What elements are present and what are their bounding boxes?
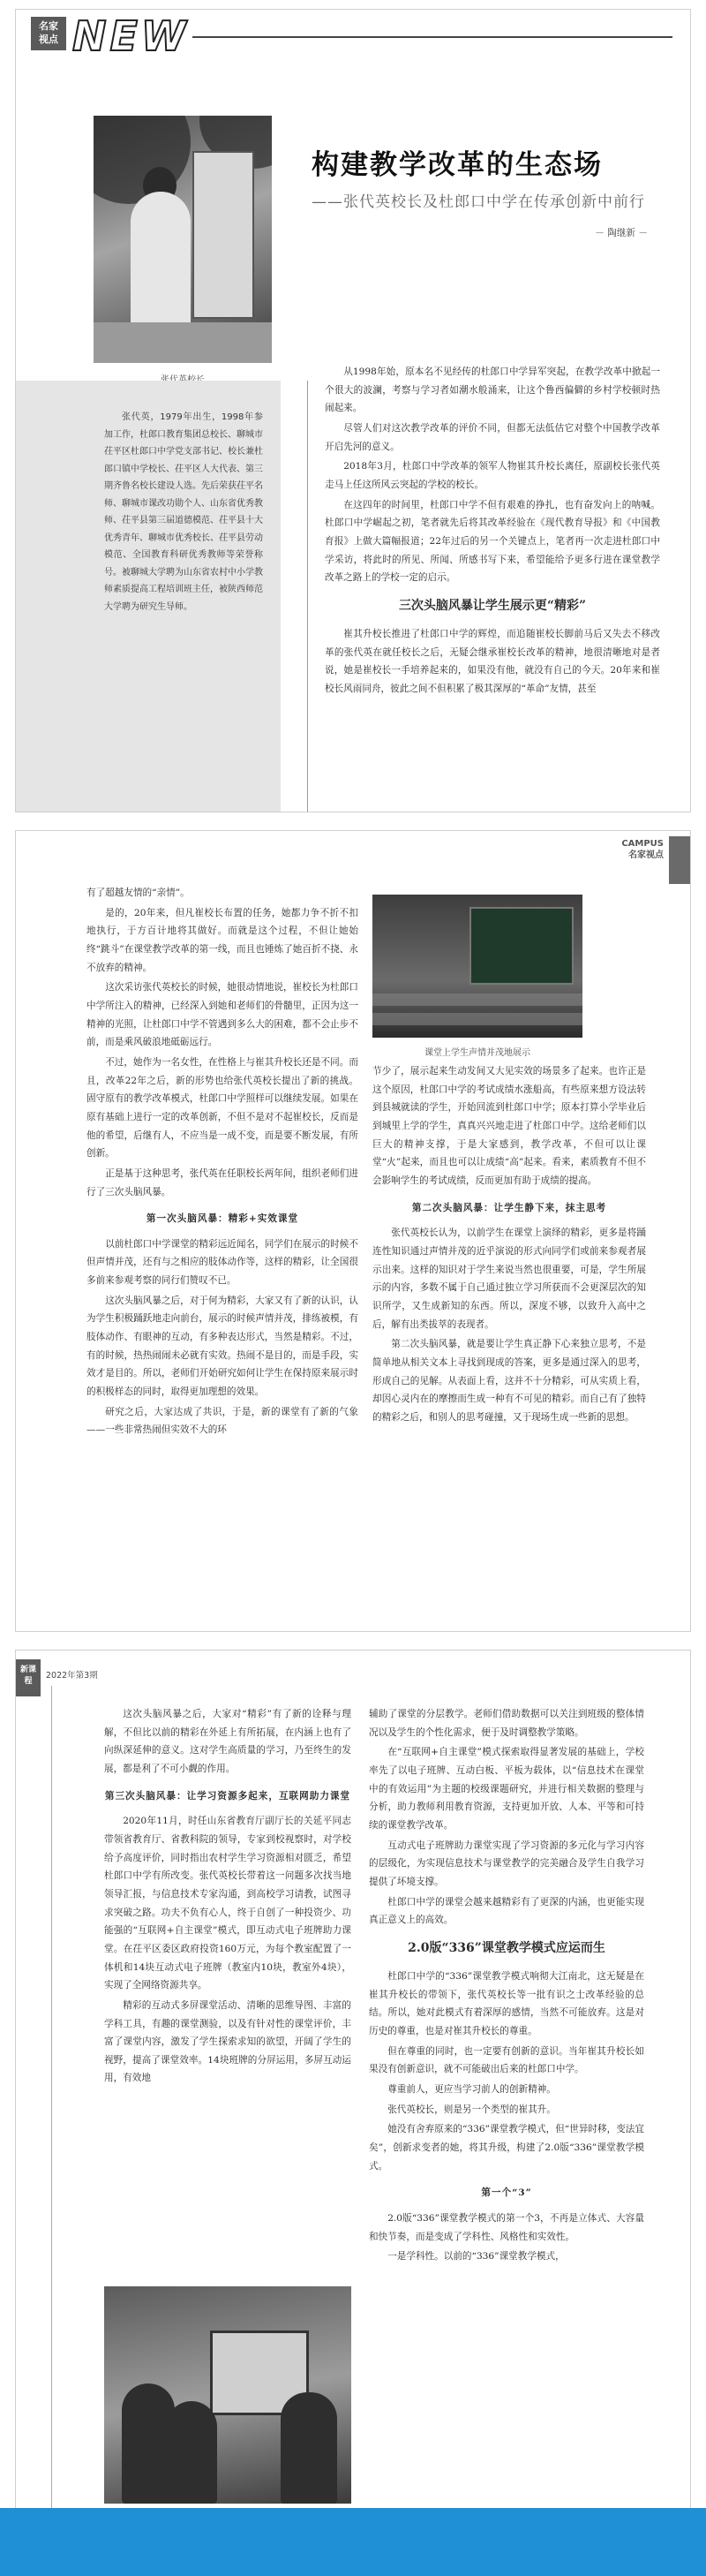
paragraph: 在“互联网+自主课堂”模式探索取得显著发展的基础上，学校率先了以电子班牌、互动白板、平板为载体，以“信息技术在课堂中的有效运用”为主题的校级课题研究，并进行相关数据的整理与分析，助力教师利用教育资源，支持更加开放、人本、平等和可持续的课堂教学改革。 <box>369 1747 644 1831</box>
campus-label: CAMPUS <box>621 839 664 849</box>
paragraph: 这次头脑风暴之后，大家对“精彩”有了新的诠释与理解，不但比以前的精彩在外延上有所拓展，在内涵上也有了向纵深延伸的意义。这对学生高质量的学习，乃至终生的发展，都是利了不可小觑的作用。 <box>104 1709 351 1774</box>
principal-photo <box>94 116 272 363</box>
paragraph: 不过，她作为一名女性，在性格上与崔其升校长还是不同。而且，改革22年之后，新的形势也给张代英校长提出了新的挑战。固守原有的教学改革模式，杜郎口中学照样可以继续发展。如果在原有基础上进行一定的改革创新，不但不是对不起崔校长，反而是他的希望，后继有人，不应当是一成不变，而是要不断发展，有所创新。 <box>86 1056 358 1160</box>
right-column <box>372 1062 646 1428</box>
section-heading: 第一个“3” <box>481 2187 532 2199</box>
section-heading: 第二次头脑风暴：让学生静下来，抹主思考 <box>411 1202 607 1213</box>
section-heading: 第一次头脑风暴：精彩+实效课堂 <box>146 1213 299 1225</box>
margin-rule <box>51 1686 52 2512</box>
section-heading: 三次头脑风暴让学生展示更“精彩” <box>398 598 587 613</box>
section-heading: 2.0版“336”课堂教学模式应运而生 <box>408 1940 605 1955</box>
paragraph: 这次头脑风暴之后，对于何为精彩，大家又有了新的认识，认为学生积极踊跃地走向前台，展示的时候声情并茂，排练被模，有肢体动作、有眼神的互动，有多种表达形式，当然是精彩。不过，有的时候，热热闹闹未必就有实效。热闹不是目的，而是手段，实效才是目的。所以，老师们开始研究如何让学生在保持原来展示时的积极样态的同时，取得更加理想的效果。 <box>86 1295 358 1398</box>
paragraph: 研究之后，大家达成了共识，于是，新的课堂有了新的气象——一些非常热闹但实效不大的环 <box>86 1406 358 1436</box>
paragraph: 2.0版“336”课堂教学模式的第一个3，不再是立体式、大容量和快节奏，而是变成了学科性、风格性和实效性。 <box>369 2213 644 2242</box>
paragraph: 张代英校长，则是另一个类型的崔其升。 <box>387 2104 556 2115</box>
classroom-photo <box>104 2286 351 2504</box>
paragraph: 尽管人们对这次教学改革的评价不同，但都无法低估它对整个中国教学改革开启先河的意义。 <box>325 422 660 452</box>
paragraph: 在这四年的时间里，杜郎口中学不但有艰难的挣扎，也有奋发向上的呐喊。杜郎口中学崛起之初，笔者就先后将其改革经验在《现代教育导报》和《中国教育报》上做大篇幅报道；22年过后的另一个关键点上，笔者再一次走进杜郎口中学采访，将此时的所见、所闻、所感书写下来，希望能给予更多行进在课堂教学改革之路上的学校一定的启示。 <box>325 499 660 584</box>
paragraph: 一是学科性。以前的“336”课堂教学模式， <box>387 2251 565 2262</box>
side-tag: 新课 程 <box>16 1659 41 1696</box>
paragraph: 尊重前人，更应当学习前人的创新精神。 <box>387 2084 556 2096</box>
paragraph: 精彩的互动式多屏课堂活动、清晰的思维导图、丰富的学科工具，有趣的课堂测验，以及有针对性的课堂评价，丰富了课堂内容，激发了学生探索求知的欲望，开阔了学生的视野，提高了课堂效率。14块班牌的分屏运用，多屏互动运用，有效地 <box>104 1999 351 2084</box>
bottom-bar <box>0 2508 706 2576</box>
paragraph: 以前杜郎口中学课堂的精彩远近闻名，同学们在展示的时候不但声情并茂，还有与之相应的肢体动作等，这样的精彩，让全国很多前来参观考察的同行们赞叹不已。 <box>86 1238 358 1287</box>
column-tag: 名家 视点 <box>31 17 66 50</box>
paragraph: 这次采访张代英校长的时候，她很动情地说，崔校长为杜郎口中学所注入的精神，已经深入到她和老师们的骨髓里，正因为这一精神的光照，让杜郎口中学不管遇到多么大的困难，都不会止步不前，而是乘风破浪地砥砺远行。 <box>86 982 358 1048</box>
paragraph: 2018年3月，杜郎口中学改革的领军人物崔其升校长离任，原副校长张代英走马上任这所风云突起的学校的校长。 <box>325 461 660 490</box>
paragraph: 有了超越友情的“亲情”。 <box>86 888 190 898</box>
paragraph: 节少了，展示起来生动发间又大见实效的场景多了起来。也许正是这个原因，杜郎口中学的考试成绩水涨船高，有些原来想方设法转到县城就读的学生，开始回流到杜郎口中学；原本打算小学毕业后到城里上学的学生，真真兴兴地走进了杜郎口中学。这给老师们以巨大的精神支撑，于是大家感到，教学改革，不但可以让课堂“火”起来，而且也可以让成绩“高”起来。看来，素质教育不但不会影响学生的考试成绩，反而更加有助于成绩的提高。 <box>372 1066 646 1186</box>
article-subtitle: ——张代英校长及杜郎口中学在传承创新中前行 <box>312 193 645 211</box>
header-rule <box>192 36 672 38</box>
magazine-page-2 <box>15 830 691 1632</box>
article-title: 构建教学改革的生态场 <box>312 149 603 181</box>
classroom-photo <box>372 895 582 1038</box>
paragraph: 2020年11月，时任山东省教育厅副厅长的关延平同志带领省教育厅、省教科院的领导，专家到校视察时，对学校给予高度评价，同时指出农村学生学习资源相对匮乏，希望杜郎口中学有所改变。张代英校长带着这一问题多次找当地领导汇报，与信息技术专家沟通，到高校学习请教，试图寻求突破之路。功夫不负有心人，终于自创了一种投资少、功能强的“互联网+自主课堂”模式，即互动式电子班牌助力课堂。在茌平区委区政府投资160万元，为每个教室配置了一体机和14块互动式电子班牌（教室内10块，教室外4块），实现了全网络资源共享。 <box>104 1816 351 1991</box>
campus-tag <box>621 838 664 861</box>
paragraph: 但在尊重的同时，也一定要有创新的意识。当年崔其升校长如果没有创新意识，就不可能破出后来的杜郎口中学。 <box>369 2045 644 2075</box>
column-tag: 名家视点 <box>628 850 664 860</box>
paragraph: 辅助了课堂的分层教学。老师们借助数据可以关注到班级的整体情况以及学生的个性化需求，便于及时调整教学策略。 <box>369 1709 644 1738</box>
new-logo: NEW <box>72 12 190 60</box>
left-column <box>104 1705 351 2089</box>
paragraph: 崔其升校长推进了杜郎口中学的辉煌，而追随崔校长脚前马后又失去不移改革的张代英在就任校长之后，无疑会继承崔校长改革的精神，地很清晰地对是者说，她是崔校长一手培养起来的，如果没有他，就没有自己的今天。20年来和崔校长风雨同舟，彼此之间不但积累了极其深厚的“革命”友情，甚至 <box>325 629 660 695</box>
section-heading: 第三次头脑风暴：让学习资源多起来，互联网助力课堂 <box>104 1790 351 1802</box>
paragraph: 杜郎口中学的课堂会越来越精彩有了更深的内涵，也更能实现真正意义上的高效。 <box>369 1896 644 1926</box>
author-byline: － 陶继新 － <box>595 228 648 238</box>
paragraph: 第二次头脑风暴，就是要让学生真正静下心来独立思考，不是简单地从相关文本上寻找到现成的答案，更多是通过深入的思考，形成自己的见解。从表面上看，这并不十分精彩，可从实质上看，却因心灵内在的摩擦而生成一种有不可见的精彩。而自己有了独特的精彩之后，和别人的思考碰撞，又于现场生成一些新的思想。 <box>372 1339 646 1423</box>
paragraph: 从1998年始，原本名不见经传的杜郎口中学异军突起，在教学改革中掀起一个很大的波澜，考察与学习者如潮水般涌来，让这个鲁西偏僻的乡村学校顿时热闹起来。 <box>325 366 660 414</box>
issue-label: 2022年第3期 <box>46 1671 98 1681</box>
column-divider <box>307 381 308 812</box>
right-column <box>369 1705 644 2268</box>
left-column <box>86 884 358 1441</box>
bio-box <box>16 381 281 812</box>
photo-caption: 课堂上学生声情并茂地展示 <box>424 1048 530 1058</box>
magazine-page-3 <box>15 1650 691 2543</box>
paragraph: 杜郎口中学的“336”课堂教学模式响彻大江南北，这无疑是在崔其升校长的带领下，张代英校长等一批有识之士改革经验的总结。所以，她对此模式有着深厚的感情，当然不可能放弃。这是对历史的尊重，也是对崔其升校长的尊重。 <box>369 1971 644 2037</box>
paragraph: 张代英校长认为，以前学生在课堂上演绎的精彩，更多是将踊连性知识通过声情并茂的近乎演说的形式向同学们或前来参观者展示出来。这样的知识对于学生来说当然也很重要，可是，学生所展示的内容，多数不属于自己通过独立学习所获而不会更深层次的知识所学，又生成新知的东西。所以，深度不够，以致升入高中之后，解有出类拔萃的表现者。 <box>372 1228 646 1330</box>
campus-bar <box>669 836 690 884</box>
article-column <box>325 363 660 700</box>
paragraph: 是的，20年来，但凡崔校长布置的任务，她都力争不折不扣地执行，于方百计地将其做好。而就是这个过程，不但让她始终“跳斗”在课堂教学改革的第一线，而且也锤炼了她百折不挠、永不放弃的精神。 <box>86 907 358 973</box>
paragraph: 互动式电子班牌助力课堂实现了学习资源的多元化与学习内容的层级化，为实现信息技术与课堂教学的完美融合及学生自我学习提供了坏境支撑。 <box>369 1839 644 1887</box>
bio-text: 张代英，1979年出生，1998年参加工作，杜郎口教育集团总校长、聊城市茌平区杜郎口中学党支部书记、校长兼杜郎口镇中学校长、茌平区人大代表、第三期齐鲁名校长建设人选。先后荣获茌平名师、聊城市课改功勋个人、山东省优秀教师、茌平县第三届道德模范、茌平县十大优秀青年、聊城市优秀校长、茌平县劳动模范、全国教育科研优秀教师等荣誉称号。被聊城大学聘为山东省农村中小学教师素质提高工程培训班主任，被陕西师范大学聘为研究生导师。 <box>104 412 263 612</box>
paragraph: 她没有舍弃原来的“336”课堂教学模式，但“世异时移，变法宜矣”，创新求变者的她，将其升级，构建了2.0版“336”课堂教学模式。 <box>369 2124 644 2172</box>
paragraph: 正是基于这种思考，张代英在任职校长两年间，组织老师们进行了三次头脑风暴。 <box>86 1167 358 1197</box>
magazine-page-1 <box>15 9 691 812</box>
